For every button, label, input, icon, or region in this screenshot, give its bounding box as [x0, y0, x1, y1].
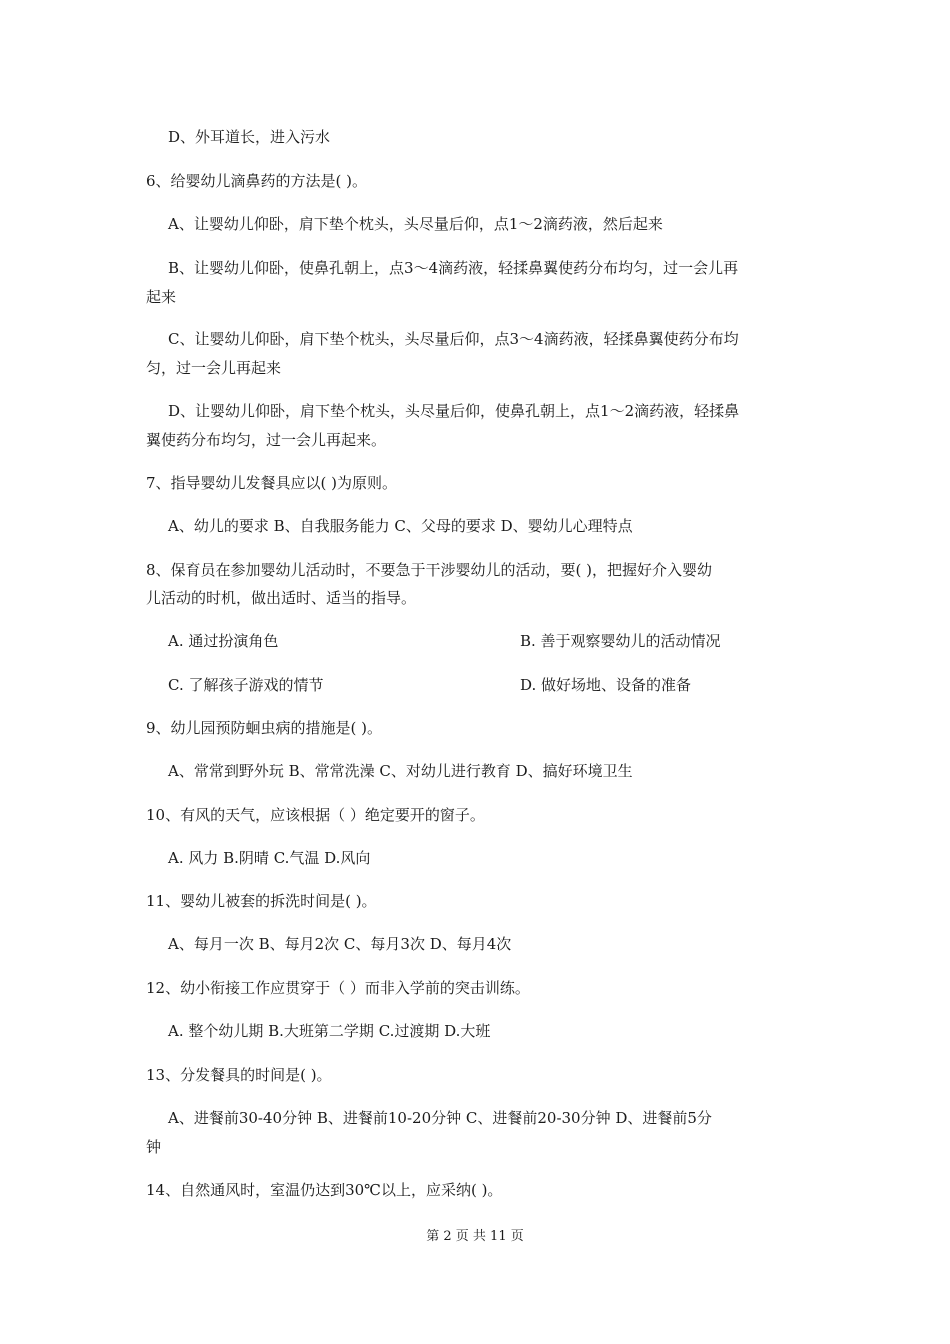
q6-option-d-line2: 翼使药分布均匀，过一会儿再起来。 — [146, 431, 387, 449]
question-13: 13、分发餐具的时间是( )。 — [146, 1066, 332, 1084]
q8-option-a: A. 通过扮演角色 — [168, 632, 279, 650]
question-8-line1: 8、保育员在参加婴幼儿活动时，不要急于干涉婴幼儿的活动，要( )，把握好介入婴幼 — [146, 561, 713, 579]
q8-option-d: D. 做好场地、设备的准备 — [520, 676, 692, 694]
q13-options-line2: 钟 — [146, 1138, 162, 1156]
question-11: 11、婴幼儿被套的拆洗时间是( )。 — [146, 892, 377, 910]
question-7: 7、指导婴幼儿发餐具应以( )为原则。 — [146, 474, 398, 492]
q5-option-d: D、外耳道长，进入污水 — [168, 128, 331, 146]
question-6: 6、给婴幼儿滴鼻药的方法是( )。 — [146, 172, 368, 190]
q7-options: A、幼儿的要求 B、自我服务能力 C、父母的要求 D、婴幼儿心理特点 — [168, 517, 633, 535]
q6-option-c-line1: C、让婴幼儿仰卧，肩下垫个枕头，头尽量后仰，点3～4滴药液，轻揉鼻翼使药分布均 — [168, 330, 739, 348]
q10-options: A. 风力 B.阴晴 C.气温 D.风向 — [168, 849, 371, 867]
q6-option-d-line1: D、让婴幼儿仰卧，肩下垫个枕头，头尽量后仰，使鼻孔朝上，点1～2滴药液，轻揉鼻 — [168, 402, 740, 420]
q6-option-b-line1: B、让婴幼儿仰卧，使鼻孔朝上，点3～4滴药液，轻揉鼻翼使药分布均匀，过一会儿再 — [168, 259, 739, 277]
q13-options-line1: A、进餐前30-40分钟 B、进餐前10-20分钟 C、进餐前20-30分钟 D、进餐前5分 — [168, 1109, 712, 1127]
q6-option-a: A、让婴幼儿仰卧，肩下垫个枕头，头尽量后仰，点1～2滴药液，然后起来 — [168, 215, 663, 233]
q6-option-c-line2: 匀，过一会儿再起来 — [146, 359, 282, 377]
q6-option-b-line2: 起来 — [146, 288, 177, 306]
question-10: 10、有风的天气，应该根据（ ）绝定要开的窗子。 — [146, 806, 485, 824]
q9-options: A、常常到野外玩 B、常常洗澡 C、对幼儿进行教育 D、搞好环境卫生 — [168, 762, 633, 780]
question-12: 12、幼小衔接工作应贯穿于（ ）而非入学前的突击训练。 — [146, 979, 530, 997]
question-14: 14、自然通风时，室温仍达到30℃以上，应采纳( )。 — [146, 1181, 503, 1199]
page-number-footer: 第 2 页 共 11 页 — [426, 1229, 524, 1244]
q8-option-b: B. 善于观察婴幼儿的活动情况 — [520, 632, 721, 650]
question-9: 9、幼儿园预防蛔虫病的措施是( )。 — [146, 719, 383, 737]
q12-options: A. 整个幼儿期 B.大班第二学期 C.过渡期 D.大班 — [168, 1022, 491, 1040]
q11-options: A、每月一次 B、每月2次 C、每月3次 D、每月4次 — [168, 935, 512, 953]
q8-option-c: C. 了解孩子游戏的情节 — [168, 676, 324, 694]
question-8-line2: 儿活动的时机，做出适时、适当的指导。 — [146, 589, 417, 607]
